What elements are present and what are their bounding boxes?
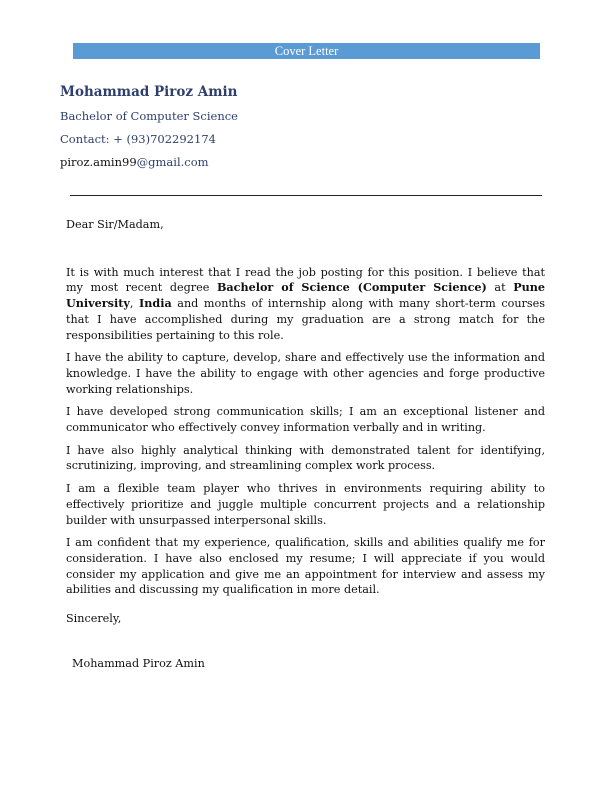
country-bold: India	[139, 296, 172, 311]
applicant-email[interactable]	[60, 155, 540, 169]
letter-body	[66, 217, 545, 671]
salutation: Dear Sir/Madam,	[66, 218, 164, 231]
closing: Sincerely,	[66, 612, 122, 626]
intro-text-c: ,	[129, 297, 140, 311]
applicant-contact: Contact: + (93)702292174	[60, 132, 216, 146]
applicant-header	[60, 83, 540, 169]
paragraph-analytical: I have also highly analytical thinking with demonstrated talent for identifying, scrutinizing, improving, and streamlining complex work process.	[66, 443, 545, 473]
applicant-name: Mohammad Piroz Amin	[60, 84, 238, 100]
cover-letter-banner: Cover Letter	[73, 43, 540, 59]
header-divider	[70, 195, 542, 196]
intro-text-a: It is with much interest that I read the job posting for this position. I believe that my most recent degree	[66, 265, 545, 295]
email-user: piroz.amin99	[60, 155, 137, 169]
email-domain: @gmail.com	[136, 155, 209, 169]
intro-text-b: at	[486, 281, 514, 295]
paragraph-communication: I have developed strong communication skills; I am an exceptional listener and communicator who effectively convey information verbally and in writing.	[66, 405, 545, 435]
applicant-degree: Bachelor of Computer Science	[60, 109, 238, 123]
degree-bold: Bachelor of Science (Computer Science)	[216, 280, 487, 295]
paragraph-teamwork: I am a flexible team player who thrives in environments requiring ability to effectively prioritize and juggle multiple concurrent projects and a relationship builder with unsurpassed interpersonal skills.	[66, 482, 545, 527]
paragraph-intro	[66, 265, 545, 344]
university-bold: Pune University	[66, 280, 545, 311]
paragraph-confidence: I am confident that my experience, qualification, skills and abilities qualify me for consideration. I have also enclosed my resume; I will appreciate if you would consider my application and give me an appointment for interview and assess my abilities and discussing my qualification in more detail.	[66, 536, 545, 597]
signature: Mohammad Piroz Amin	[72, 656, 205, 670]
paragraph-abilities: I have the ability to capture, develop, share and effectively use the information and knowledge. I have the ability to engage with other agencies and forge productive working relationships.	[66, 351, 545, 396]
intro-text-d: and months of internship along with many short-term courses that I have accomplished during my graduation are a strong match for the responsibilities pertaining to this role.	[66, 297, 545, 342]
